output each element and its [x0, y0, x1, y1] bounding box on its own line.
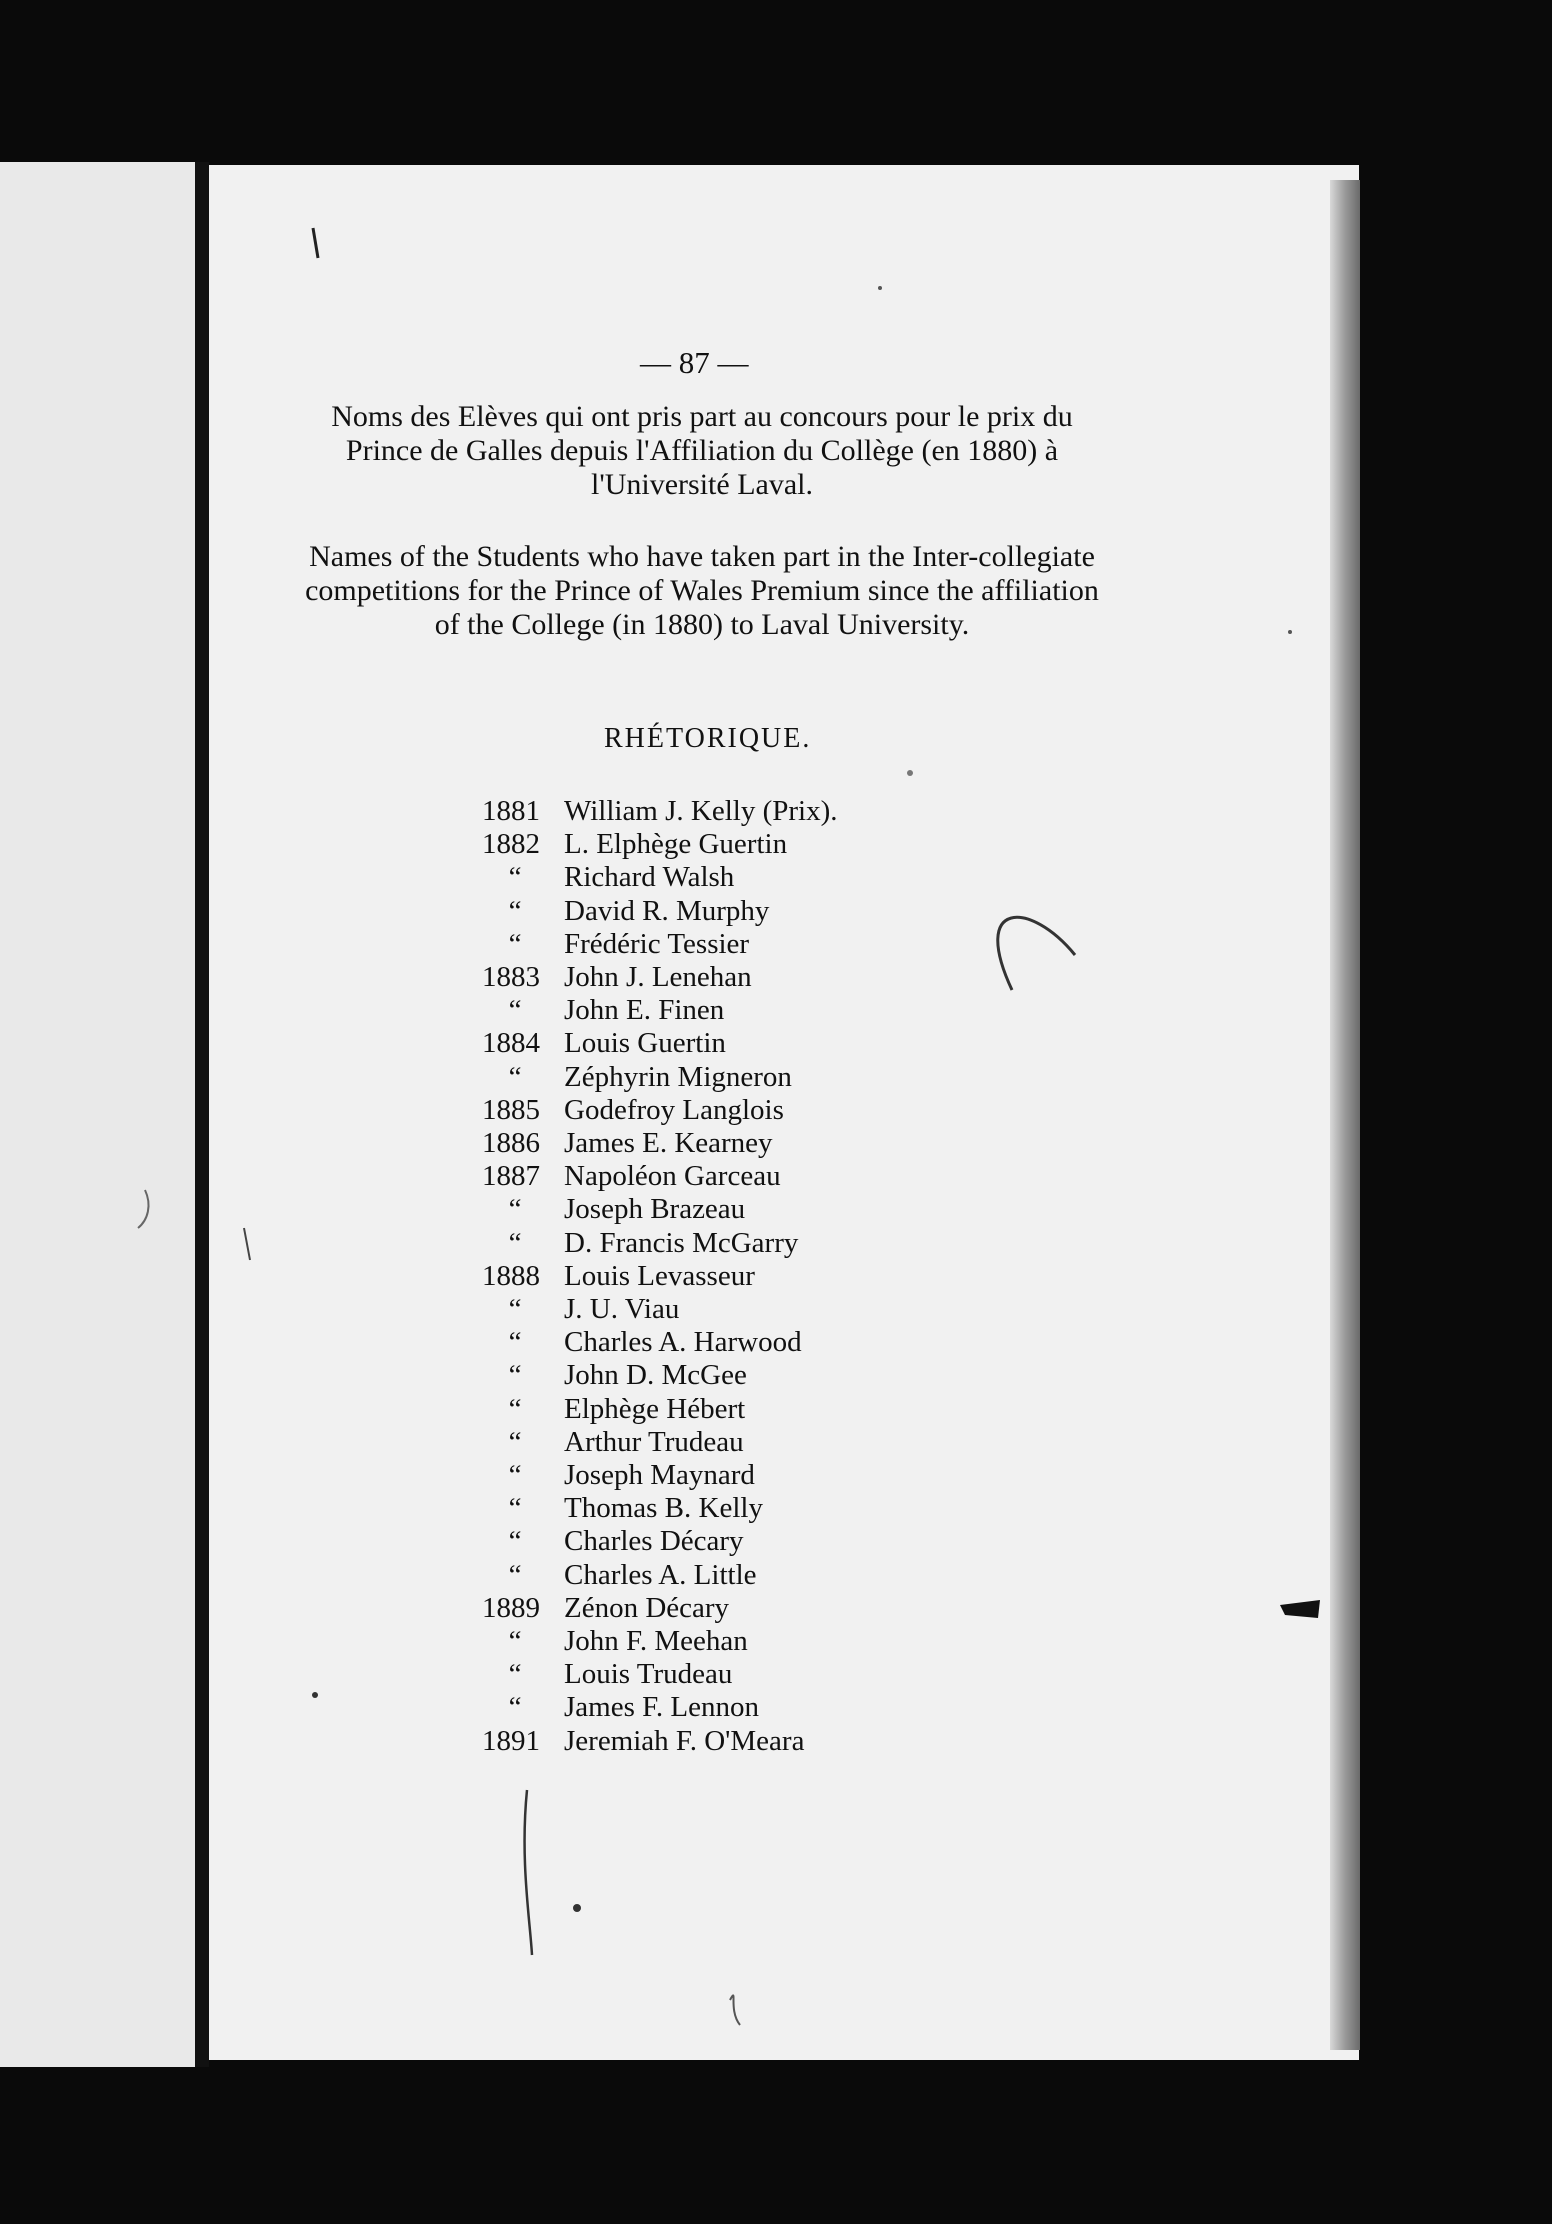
list-item: [482, 1426, 838, 1459]
entry-year: “: [508, 861, 522, 894]
entry-year: “: [508, 1691, 522, 1724]
entry-name: David R. Murphy: [564, 894, 770, 927]
entry-name: L. Elphège Guertin: [564, 828, 788, 861]
entry-name: Thomas B. Kelly: [564, 1492, 763, 1525]
entry-name: Richard Walsh: [564, 861, 735, 894]
ink-curve-mark: [998, 917, 1075, 990]
entry-name: James E. Kearney: [564, 1127, 773, 1160]
entry-name: James F. Lennon: [564, 1691, 760, 1724]
list-item: [482, 1625, 838, 1658]
entry-year: “: [508, 1425, 522, 1458]
entry-year: “: [508, 1459, 522, 1492]
entry-name: Godefroy Langlois: [564, 1093, 784, 1126]
entry-year: “: [508, 994, 522, 1027]
entry-name: Louis Levasseur: [564, 1259, 755, 1292]
entry-name: John E. Finen: [564, 994, 725, 1027]
margin-tick-mark: [244, 1228, 250, 1260]
list-item: [482, 1725, 838, 1758]
speck-mark: [1288, 630, 1292, 634]
entry-name: Jeremiah F. O'Meara: [564, 1724, 805, 1757]
entry-name: Zénon Décary: [564, 1591, 730, 1624]
list-item: [482, 1160, 838, 1193]
entry-name: Napoléon Garceau: [564, 1160, 781, 1193]
margin-curve-mark: [138, 1190, 149, 1228]
entry-year: “: [508, 1326, 522, 1359]
entry-year: “: [508, 894, 522, 927]
entry-name: Zéphyrin Migneron: [564, 1060, 792, 1093]
entry-year: “: [508, 1392, 522, 1425]
list-item: [482, 928, 838, 961]
entry-name: Louis Guertin: [564, 1027, 726, 1060]
section-title: RHÉTORIQUE.: [604, 723, 812, 754]
entry-year: 1887: [482, 1160, 540, 1193]
list-item: [482, 1359, 838, 1392]
entry-name: John D. McGee: [564, 1359, 747, 1392]
entry-year: 1888: [482, 1259, 540, 1292]
page-number: — 87 —: [640, 345, 749, 380]
list-item: [482, 994, 838, 1027]
speck-mark: [878, 286, 882, 290]
entry-name: J. U. Viau: [564, 1293, 680, 1326]
list-item: [482, 1193, 838, 1226]
entry-year: “: [508, 1359, 522, 1392]
list-item: [482, 1094, 838, 1127]
entry-name: Charles Décary: [564, 1525, 744, 1558]
list-item: [482, 1559, 838, 1592]
entry-year: “: [508, 1558, 522, 1591]
speck-mark: [573, 1904, 581, 1912]
entry-name: Elphège Hébert: [564, 1392, 746, 1425]
ink-stroke-mark: [313, 228, 318, 258]
entry-name: D. Francis McGarry: [564, 1226, 799, 1259]
entry-year: 1889: [482, 1591, 540, 1624]
entry-name: Louis Trudeau: [564, 1658, 733, 1691]
list-item: [482, 861, 838, 894]
entry-year: 1881: [482, 795, 540, 827]
entry-name: William J. Kelly (Prix).: [564, 795, 838, 827]
entry-name: Charles A. Harwood: [564, 1326, 802, 1359]
list-item: [482, 795, 838, 828]
list-item: [482, 1293, 838, 1326]
entry-name: Charles A. Little: [564, 1558, 757, 1591]
edge-tab-mark: [1280, 1600, 1320, 1618]
entry-year: 1884: [482, 1027, 540, 1060]
ink-bracket-mark: [525, 1790, 532, 1955]
entry-year: 1891: [482, 1724, 540, 1757]
entry-year: “: [508, 1226, 522, 1259]
entry-year: “: [508, 1658, 522, 1691]
entry-year: “: [508, 1060, 522, 1093]
speck-mark: [312, 1692, 318, 1698]
list-item: [482, 1260, 838, 1293]
entry-year: “: [508, 927, 522, 960]
list-item: [482, 1393, 838, 1426]
list-item: [482, 1459, 838, 1492]
list-item: [482, 1658, 838, 1691]
list-item: [482, 1027, 838, 1060]
entry-year: 1885: [482, 1093, 540, 1126]
entry-year: 1883: [482, 961, 540, 994]
list-item: [482, 1227, 838, 1260]
entry-year: “: [508, 1293, 522, 1326]
speck-mark: [907, 770, 913, 776]
french-heading: Noms des Elèves qui ont pris part au concours pour le prix du Prince de Galles depuis l'Affiliation du Collège (en 1880) à l'Université Laval.: [331, 400, 1073, 501]
list-item: [482, 1061, 838, 1094]
list-item: [482, 1525, 838, 1558]
entry-name: Joseph Brazeau: [564, 1193, 746, 1226]
list-item: [482, 961, 838, 994]
english-heading: Names of the Students who have taken part in the Inter-collegiate competitions for the Prince of Wales Premium since the affiliation of the College (in 1880) to Laval University.: [305, 540, 1099, 641]
entry-year: “: [508, 1525, 522, 1558]
list-item: [482, 895, 838, 928]
entry-name: Frédéric Tessier: [564, 927, 750, 960]
list-item: [482, 1326, 838, 1359]
list-item: [482, 1592, 838, 1625]
entry-year: “: [508, 1193, 522, 1226]
entry-name: John F. Meehan: [564, 1625, 748, 1658]
entry-name: Arthur Trudeau: [564, 1425, 744, 1458]
list-item: [482, 1691, 838, 1724]
entry-name: Joseph Maynard: [564, 1459, 755, 1492]
entry-name: John J. Lenehan: [564, 961, 752, 994]
ink-scribble-mark: [730, 1995, 740, 2025]
list-item: [482, 1127, 838, 1160]
entry-year: “: [508, 1625, 522, 1658]
entry-year: “: [508, 1492, 522, 1525]
entry-year: 1886: [482, 1127, 540, 1160]
list-item: [482, 1492, 838, 1525]
list-item: [482, 828, 838, 861]
entry-year: 1882: [482, 828, 540, 861]
student-entry-list: [482, 795, 838, 1758]
